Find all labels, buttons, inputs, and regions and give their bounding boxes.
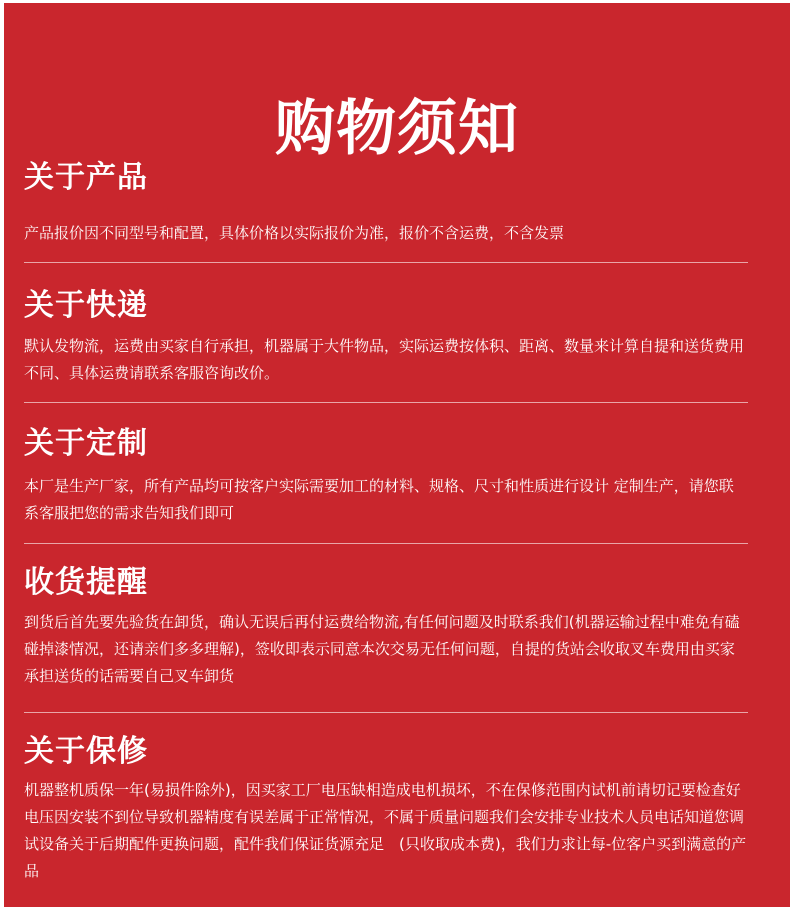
page-title: 购物须知 <box>275 94 519 165</box>
section-body: 产品报价因不同型号和配置，具体价格以实际报价为准，报价不含运费，不含发票 <box>24 224 565 242</box>
section-receipt-reminder <box>24 563 748 690</box>
section-heading: 关于产品 <box>24 160 148 195</box>
section-divider <box>24 402 748 403</box>
section-about-shipping <box>24 286 748 387</box>
section-heading: 关于快递 <box>24 288 148 323</box>
section-heading: 收货提醒 <box>24 565 148 600</box>
section-divider <box>24 543 748 544</box>
section-divider <box>24 262 748 263</box>
section-body: 机器整机质保一年(易损件除外)，因买家工厂电压缺相造成电机损坏，不在保修范围内试机前请切记要检查好电压因安装不到位导致机器精度有误差属于正常情况，不属于质量问题我们会安排专业技术人员电话知道您调试设备关于后期配件更换问题，配件我们保证货源充足 (只收取成本费)，我们力求让每-位客户买到满意的产品 <box>24 781 747 880</box>
section-about-customization <box>24 424 748 527</box>
section-divider <box>24 712 748 713</box>
section-body: 本厂是生产厂家，所有产品均可按客户实际需要加工的材料、规格、尺寸和性质进行设计 定制生产，请您联系客服把您的需求告知我们即可 <box>24 477 734 522</box>
section-heading: 关于保修 <box>24 734 148 769</box>
section-heading: 关于定制 <box>24 426 148 461</box>
shopping-notice-panel <box>4 3 790 907</box>
section-about-warranty <box>24 732 748 885</box>
section-about-product <box>24 158 748 247</box>
section-body: 默认发物流，运费由买家自行承担，机器属于大件物品，实际运费按体积、距离、数量来计算自提和送货费用不同、具体运费请联系客服咨询改价。 <box>24 337 745 382</box>
section-body: 到货后首先要先验货在卸货，确认无误后再付运费给物流,有任何问题及时联系我们(机器运输过程中难免有磕碰掉漆情况，还请亲们多多理解)，签收即表示同意本次交易无任何问题，自提的货站会收取叉车费用由买家承担送货的话需要自己叉车卸货 <box>24 613 740 685</box>
